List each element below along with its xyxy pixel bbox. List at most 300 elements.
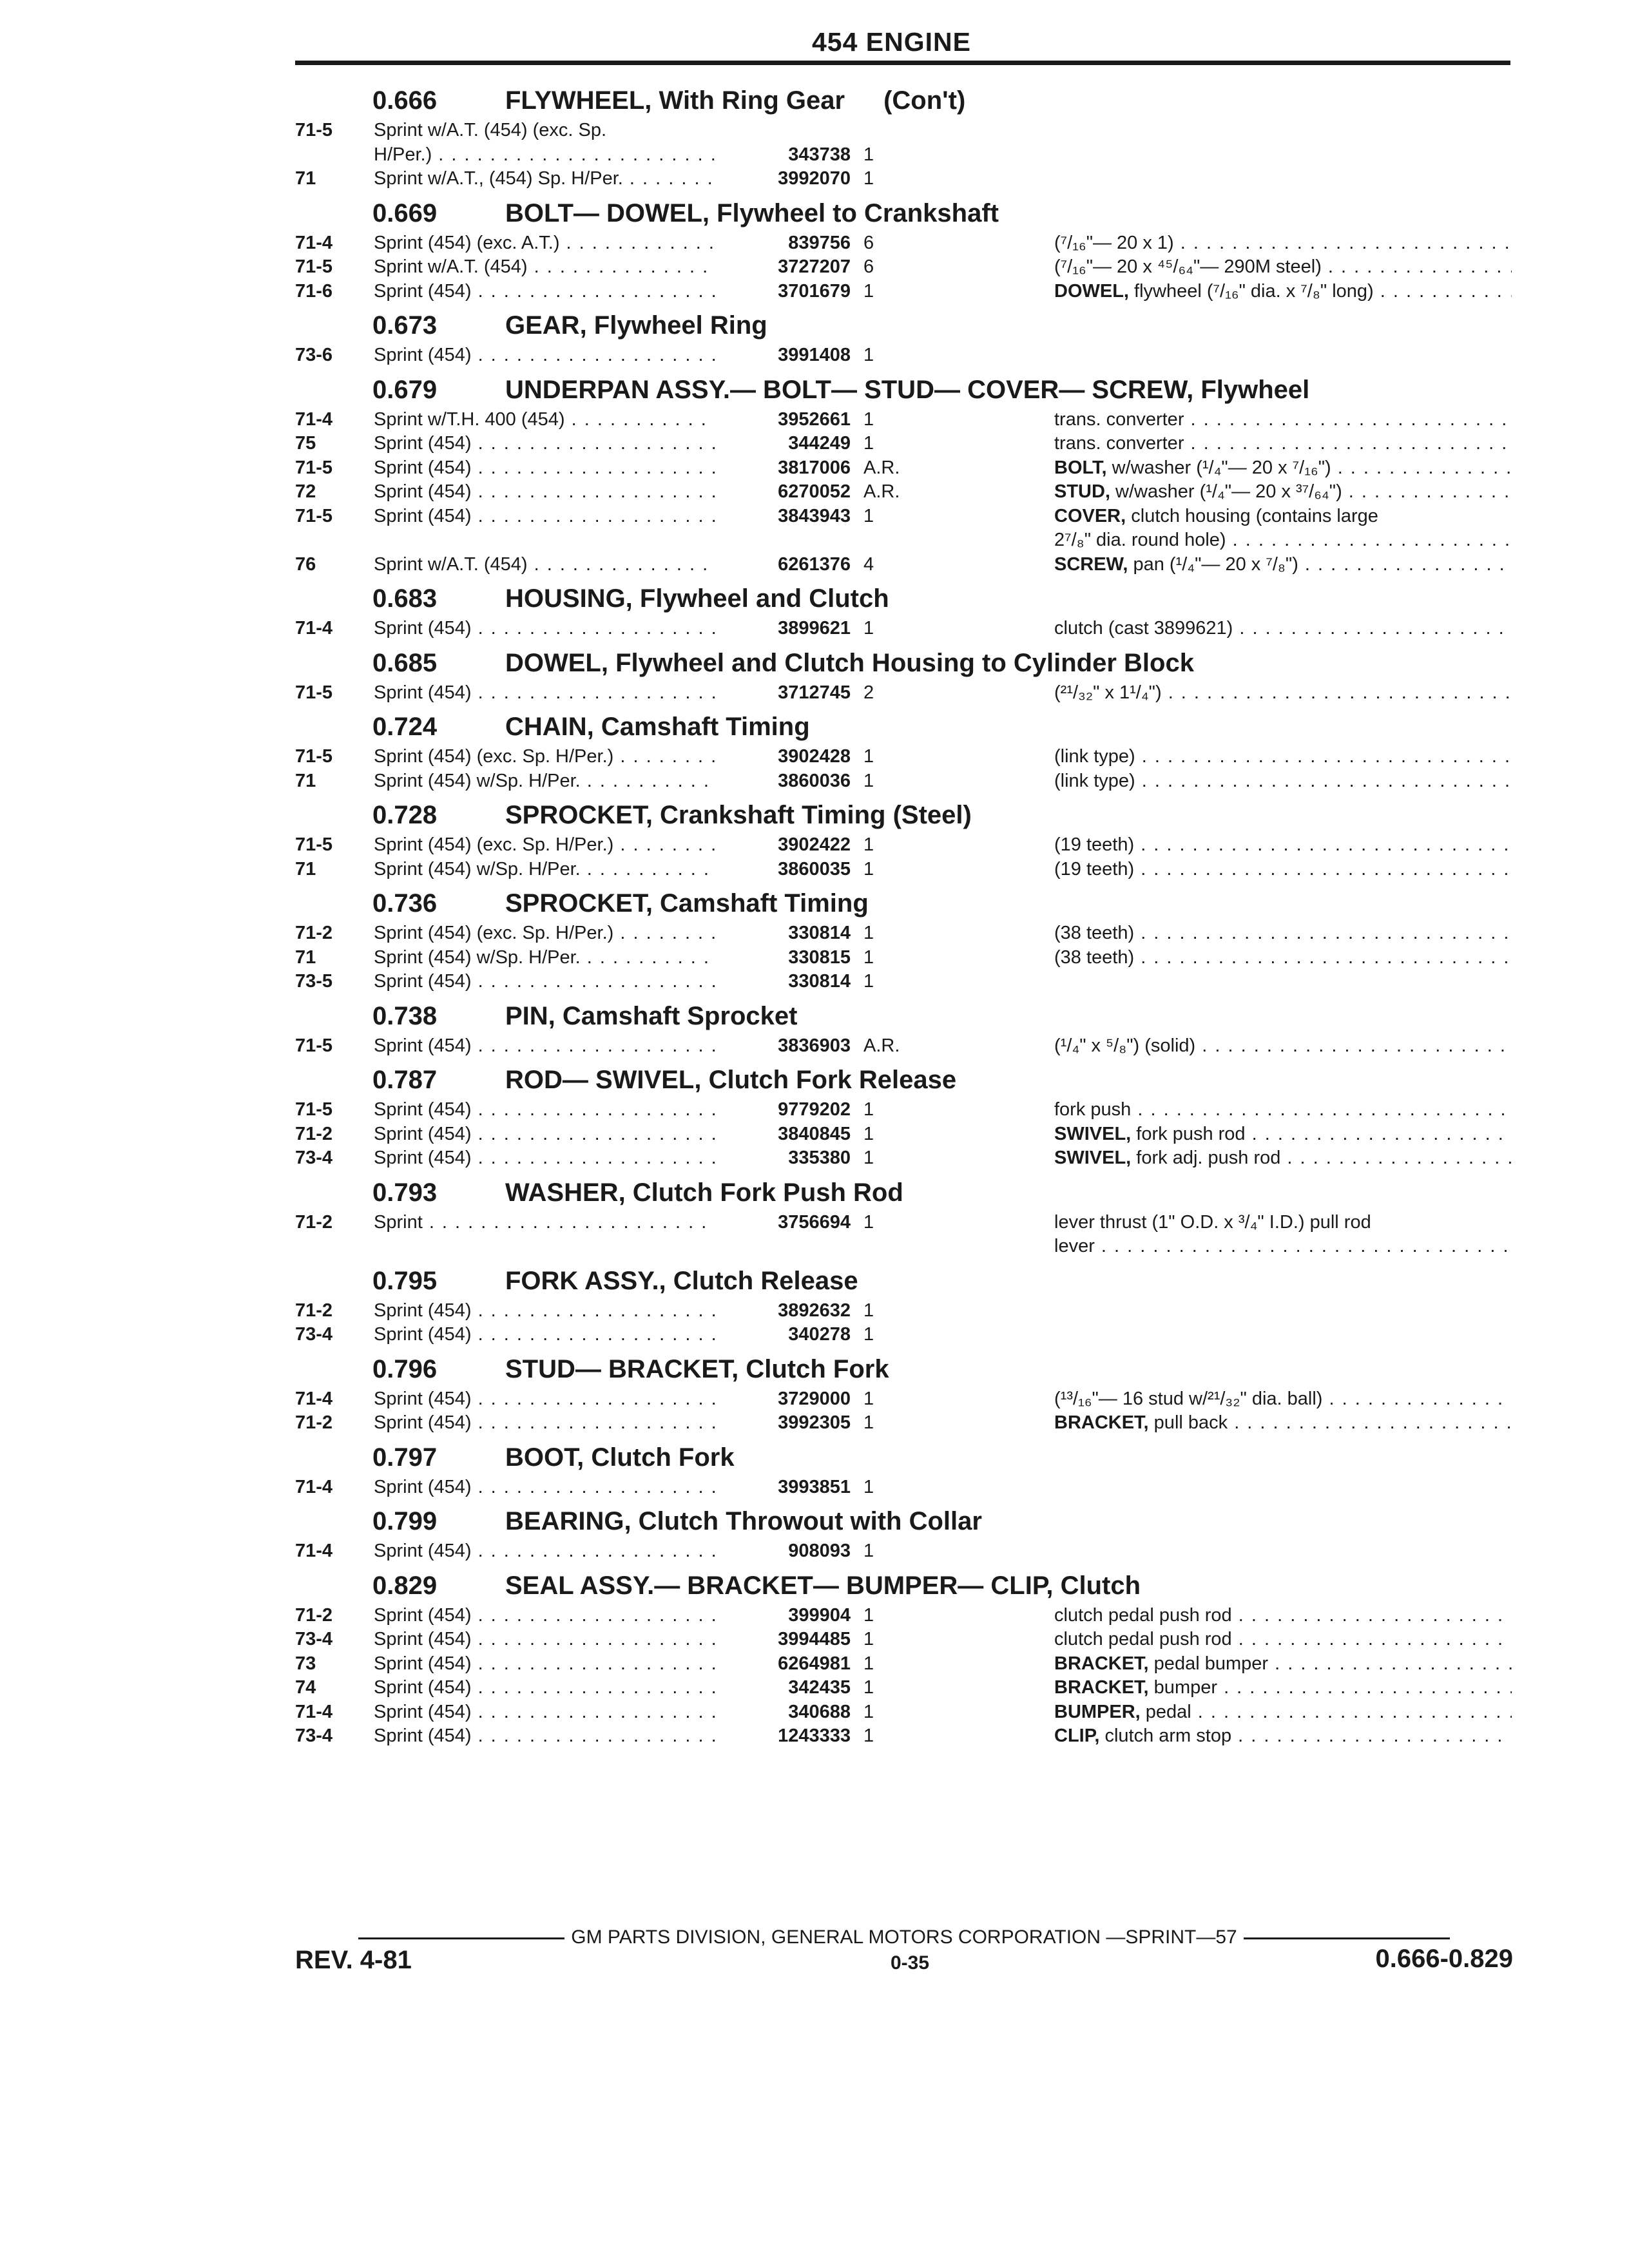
part-row: [0, 408, 1629, 432]
section-code: 0.728: [372, 801, 438, 829]
section-title-text: BEARING, Clutch Throwout with Collar: [505, 1507, 982, 1535]
revision-label: REV. 4-81: [295, 1946, 412, 1974]
section-code: 0.669: [372, 198, 438, 227]
part-description: H/Per.) . . .: [374, 143, 715, 168]
part-number: 3992070: [778, 168, 851, 189]
model-year: 71-4: [295, 618, 333, 639]
section-code: 0.829: [372, 1571, 438, 1600]
section-title-text: WASHER, Clutch Fork Push Rod: [505, 1178, 903, 1207]
section-title-text: UNDERPAN ASSY.— BOLT— STUD— COVER— SCREW, Flywheel: [505, 375, 1310, 404]
part-number: 6270052: [778, 481, 851, 502]
quantity: 4: [863, 553, 874, 575]
part-number: 330815: [788, 947, 851, 968]
section-title: [505, 376, 1309, 405]
section-title-text: SEAL ASSY.— BRACKET— BUMPER— CLIP, Clutch: [505, 1571, 1141, 1600]
part-description: Sprint (454) (exc. Sp. H/Per.) . . .: [374, 745, 715, 769]
section-heading: [0, 1443, 1629, 1475]
part-note: 2⁷/₈" dia. round hole) . . .: [1054, 528, 1512, 553]
model-year: 71-5: [295, 120, 333, 140]
model-year: 71-5: [295, 256, 333, 277]
part-description: Sprint w/A.T. (454) (exc. Sp.: [374, 120, 607, 140]
part-row: [0, 1098, 1629, 1122]
part-row: [0, 1235, 1629, 1259]
section-title-text: FLYWHEEL, With Ring Gear: [505, 86, 845, 115]
model-year: 71-5: [295, 746, 333, 767]
part-note: SWIVEL, fork push rod . . .: [1054, 1122, 1512, 1147]
part-row: [0, 970, 1629, 994]
section-code: 0.795: [372, 1266, 438, 1295]
model-year: 71-2: [295, 1604, 333, 1626]
part-row: [0, 1122, 1629, 1147]
section-code: 0.724: [372, 713, 438, 741]
part-row: [0, 1604, 1629, 1628]
model-year: 73-4: [295, 1324, 333, 1345]
quantity: A.R.: [863, 1035, 900, 1056]
part-number: 3756694: [778, 1211, 851, 1233]
part-row: [0, 769, 1629, 794]
part-description: Sprint (454) (exc. Sp. H/Per.) . . .: [374, 921, 715, 946]
part-description: Sprint (454) . . .: [374, 1628, 715, 1652]
part-row: [0, 143, 1629, 168]
model-year: 73-4: [295, 1629, 333, 1649]
part-row: [0, 1700, 1629, 1725]
part-number: 3992305: [778, 1412, 851, 1433]
section-heading: [0, 86, 1629, 119]
part-note: (38 teeth) . . .: [1054, 921, 1512, 946]
part-note: DOWEL, flywheel (⁷/₁₆" dia. x ⁷/₈" long) . . .: [1054, 280, 1512, 304]
model-year: 71-4: [295, 1476, 333, 1497]
quantity: 6: [863, 232, 874, 253]
part-number: 330814: [788, 971, 851, 992]
part-row: [0, 1387, 1629, 1412]
quantity: 1: [863, 1653, 874, 1674]
part-number: 343738: [788, 144, 851, 165]
section-title-text: BOLT— DOWEL, Flywheel to Crankshaft: [505, 198, 999, 227]
part-row: [0, 921, 1629, 946]
title-rule: [295, 61, 1510, 65]
section-heading: [0, 1002, 1629, 1034]
section-title-text: DOWEL, Flywheel and Clutch Housing to Cylinder Block: [505, 648, 1194, 677]
part-note: SWIVEL, fork adj. push rod . . .: [1054, 1146, 1512, 1171]
part-note: (⁷/₁₆"— 20 x 1) . . .: [1054, 231, 1512, 256]
quantity: 1: [863, 1324, 874, 1345]
quantity: 2: [863, 682, 874, 703]
part-description: Sprint (454) . . .: [374, 1724, 715, 1749]
part-number: 3952661: [778, 408, 851, 430]
model-year: 71-5: [295, 1035, 333, 1056]
part-note: BRACKET, pedal bumper . . .: [1054, 1652, 1512, 1677]
part-description: Sprint (454) . . .: [374, 1122, 715, 1147]
footer-line: [295, 1927, 1513, 1948]
model-year: 75: [295, 433, 316, 454]
part-description: Sprint (454) . . .: [374, 1299, 715, 1323]
section-title-text: ROD— SWIVEL, Clutch Fork Release: [505, 1066, 957, 1094]
part-row: [0, 231, 1629, 256]
section-title: [505, 1267, 858, 1296]
section-title: [505, 889, 869, 918]
part-description: Sprint (454) . . .: [374, 480, 715, 505]
footer-rule-right: [1244, 1937, 1450, 1939]
model-year: 71: [295, 770, 316, 791]
part-note: CLIP, clutch arm stop . . .: [1054, 1724, 1512, 1749]
part-number: 1243333: [778, 1725, 851, 1746]
section-continued: (Con't): [883, 86, 966, 115]
section-code: 0.787: [372, 1066, 438, 1094]
section-heading: [0, 584, 1629, 617]
page-range: 0.666-0.829: [1375, 1945, 1513, 1973]
part-row: [0, 480, 1629, 505]
quantity: 1: [863, 1629, 874, 1649]
part-number: 3899621: [778, 618, 851, 639]
part-note: (¹³/₁₆"— 16 stud w/²¹/₃₂" dia. ball) . . .: [1054, 1387, 1512, 1412]
part-note: fork push . . .: [1054, 1098, 1512, 1122]
part-number: 3892632: [778, 1300, 851, 1321]
part-row: [0, 432, 1629, 456]
part-row: [0, 858, 1629, 882]
part-number: 344249: [788, 433, 851, 454]
part-row: [0, 745, 1629, 769]
part-number: 3902422: [778, 834, 851, 855]
part-number: 3994485: [778, 1629, 851, 1649]
model-year: 71-4: [295, 1541, 333, 1561]
model-year: 71-5: [295, 834, 333, 855]
part-description: Sprint (454) w/Sp. H/Per. . . .: [374, 946, 715, 970]
note-keyword: BRACKET,: [1054, 1412, 1149, 1433]
note-keyword: BRACKET,: [1054, 1653, 1149, 1674]
part-row: [0, 833, 1629, 858]
quantity: 1: [863, 168, 874, 189]
note-keyword: SCREW,: [1054, 553, 1128, 575]
section-heading: [0, 311, 1629, 343]
note-keyword: SWIVEL,: [1054, 1148, 1132, 1168]
part-row: [0, 167, 1629, 191]
part-row: [0, 553, 1629, 577]
part-description: Sprint w/A.T. (454) . . .: [374, 553, 715, 577]
part-description: Sprint w/A.T., (454) Sp. H/Per. . . .: [374, 167, 715, 191]
part-description: Sprint (454) . . .: [374, 970, 715, 994]
part-row: [0, 255, 1629, 280]
part-note: trans. converter . . .: [1054, 432, 1512, 456]
quantity: 1: [863, 1604, 874, 1626]
part-number: 342435: [788, 1677, 851, 1698]
section-code: 0.679: [372, 375, 438, 404]
part-number: 3836903: [778, 1035, 851, 1056]
section-title: [505, 86, 965, 115]
quantity: 1: [863, 1541, 874, 1561]
section-code: 0.793: [372, 1178, 438, 1207]
part-description: Sprint (454) . . .: [374, 1676, 715, 1700]
quantity: 1: [863, 144, 874, 165]
section-title: [505, 1178, 903, 1207]
model-year: 71-2: [295, 1412, 333, 1433]
quantity: 1: [863, 1148, 874, 1168]
part-note: clutch pedal push rod . . .: [1054, 1604, 1512, 1628]
part-description: Sprint . . .: [374, 1211, 715, 1235]
part-note: (19 teeth) . . .: [1054, 858, 1512, 882]
part-row: [0, 1539, 1629, 1564]
part-number: 3991408: [778, 345, 851, 365]
part-description: Sprint (454) . . .: [374, 1034, 715, 1059]
section-code: 0.796: [372, 1354, 438, 1383]
part-row: [0, 119, 1629, 143]
quantity: A.R.: [863, 457, 900, 478]
part-row: [0, 528, 1629, 553]
model-year: 71-5: [295, 505, 333, 526]
quantity: 1: [863, 505, 874, 526]
part-note: BRACKET, pull back . . .: [1054, 1411, 1512, 1436]
part-number: 908093: [788, 1541, 851, 1561]
model-year: 73-6: [295, 345, 333, 365]
note-keyword: DOWEL,: [1054, 280, 1129, 302]
section-heading: [0, 1507, 1629, 1539]
part-number: 3701679: [778, 280, 851, 302]
part-description: Sprint (454) . . .: [374, 1098, 715, 1122]
section-code: 0.799: [372, 1507, 438, 1535]
section-heading: [0, 1267, 1629, 1299]
model-year: 71: [295, 168, 316, 189]
quantity: 1: [863, 971, 874, 992]
model-year: 74: [295, 1677, 316, 1698]
section-code: 0.738: [372, 1001, 438, 1030]
part-row: [0, 456, 1629, 481]
note-keyword: STUD,: [1054, 481, 1110, 502]
part-description: Sprint (454) . . .: [374, 1700, 715, 1725]
part-row: [0, 1411, 1629, 1436]
section-title-text: STUD— BRACKET, Clutch Fork: [505, 1354, 889, 1383]
note-keyword: SWIVEL,: [1054, 1123, 1132, 1144]
part-note: (19 teeth) . . .: [1054, 833, 1512, 858]
part-note: BUMPER, pedal . . .: [1054, 1700, 1512, 1725]
page-number: 0-35: [891, 1952, 930, 1974]
parts-list: [0, 79, 1629, 1749]
quantity: 1: [863, 433, 874, 454]
part-number: 340278: [788, 1324, 851, 1345]
part-number: 3727207: [778, 256, 851, 277]
part-row: [0, 280, 1629, 304]
section-code: 0.797: [372, 1443, 438, 1472]
part-note: (38 teeth) . . .: [1054, 946, 1512, 970]
model-year: 71-6: [295, 280, 333, 302]
model-year: 71-5: [295, 457, 333, 478]
quantity: 1: [863, 1725, 874, 1746]
section-heading: [0, 889, 1629, 921]
note-keyword: BRACKET,: [1054, 1677, 1149, 1698]
part-row: [0, 1652, 1629, 1677]
section-title: [505, 199, 999, 228]
quantity: 1: [863, 1412, 874, 1433]
quantity: 1: [863, 947, 874, 968]
quantity: 1: [863, 858, 874, 879]
part-number: 9779202: [778, 1099, 851, 1120]
part-row: [0, 343, 1629, 368]
part-row: [0, 1146, 1629, 1171]
quantity: 1: [863, 746, 874, 767]
model-year: 71-5: [295, 1099, 333, 1120]
part-row: [0, 1034, 1629, 1059]
part-note: clutch (cast 3899621) . . .: [1054, 617, 1512, 641]
quantity: 1: [863, 1300, 874, 1321]
model-year: 71-4: [295, 408, 333, 430]
part-description: Sprint (454) . . .: [374, 343, 715, 368]
part-description: Sprint (454) . . .: [374, 456, 715, 481]
part-description: Sprint (454) . . .: [374, 1411, 715, 1436]
part-note: SCREW, pan (¹/₄"— 20 x ⁷/₈") . . .: [1054, 553, 1512, 577]
quantity: 1: [863, 1123, 874, 1144]
section-code: 0.673: [372, 311, 438, 340]
note-keyword: BUMPER,: [1054, 1701, 1141, 1722]
quantity: 1: [863, 345, 874, 365]
section-code: 0.683: [372, 584, 438, 613]
part-description: Sprint w/A.T. (454) . . .: [374, 255, 715, 280]
part-description: Sprint (454) w/Sp. H/Per. . . .: [374, 769, 715, 794]
model-year: 71-4: [295, 232, 333, 253]
quantity: 1: [863, 280, 874, 302]
model-year: 76: [295, 553, 316, 575]
model-year: 71-2: [295, 1300, 333, 1321]
model-year: 71-5: [295, 682, 333, 703]
part-note: BRACKET, bumper . . .: [1054, 1676, 1512, 1700]
part-row: [0, 505, 1629, 529]
part-number: 3840845: [778, 1123, 851, 1144]
section-title: [505, 1443, 735, 1472]
section-title: [505, 649, 1194, 678]
section-title-text: SPROCKET, Crankshaft Timing (Steel): [505, 801, 972, 829]
section-heading: [0, 199, 1629, 231]
model-year: 71-2: [295, 923, 333, 943]
part-description: Sprint (454) . . .: [374, 1146, 715, 1171]
part-number: 3993851: [778, 1476, 851, 1497]
part-row: [0, 1299, 1629, 1323]
section-title: [505, 801, 972, 830]
part-row: [0, 1211, 1629, 1235]
part-description: Sprint (454) . . .: [374, 681, 715, 706]
part-description: Sprint (454) . . .: [374, 1323, 715, 1347]
section-title: [505, 1002, 797, 1031]
quantity: 1: [863, 408, 874, 430]
page-title: 454 ENGINE: [812, 27, 971, 57]
note-keyword: CLIP,: [1054, 1725, 1100, 1746]
part-number: 3860036: [778, 770, 851, 791]
part-description: Sprint (454) w/Sp. H/Per. . . .: [374, 858, 715, 882]
part-note: (link type) . . .: [1054, 769, 1512, 794]
model-year: 73: [295, 1653, 316, 1674]
section-heading: [0, 649, 1629, 681]
part-row: [0, 1676, 1629, 1700]
quantity: 1: [863, 923, 874, 943]
part-number: 3712745: [778, 682, 851, 703]
part-description: Sprint (454) . . .: [374, 1539, 715, 1564]
part-description: Sprint (454) . . .: [374, 1387, 715, 1412]
section-heading: [0, 1355, 1629, 1387]
part-description: Sprint (454) (exc. Sp. H/Per.) . . .: [374, 833, 715, 858]
part-number: 3843943: [778, 505, 851, 526]
part-note: BOLT, w/washer (¹/₄"— 20 x ⁷/₁₆") . . .: [1054, 456, 1512, 481]
section-code: 0.685: [372, 648, 438, 677]
note-keyword: COVER,: [1054, 505, 1126, 526]
part-description: Sprint (454) . . .: [374, 505, 715, 529]
part-description: Sprint (454) . . .: [374, 280, 715, 304]
section-title: [505, 1571, 1141, 1600]
part-number: 3902428: [778, 746, 851, 767]
section-heading: [0, 1571, 1629, 1604]
part-description: Sprint (454) . . .: [374, 1475, 715, 1500]
section-title: [505, 584, 889, 613]
section-title: [505, 311, 767, 340]
part-note: COVER, clutch housing (contains large: [1054, 505, 1378, 526]
part-note: trans. converter . . .: [1054, 408, 1512, 432]
part-note: (⁷/₁₆"— 20 x ⁴⁵/₆₄"— 290M steel) . . .: [1054, 255, 1512, 280]
quantity: 1: [863, 1476, 874, 1497]
part-number: 399904: [788, 1604, 851, 1626]
quantity: 1: [863, 1388, 874, 1409]
quantity: 1: [863, 834, 874, 855]
quantity: 1: [863, 1677, 874, 1698]
part-number: 3860035: [778, 858, 851, 879]
model-year: 71: [295, 947, 316, 968]
section-heading: [0, 801, 1629, 833]
quantity: 1: [863, 770, 874, 791]
part-description: Sprint (454) . . .: [374, 1652, 715, 1677]
model-year: 71-4: [295, 1388, 333, 1409]
part-number: 6264981: [778, 1653, 851, 1674]
quantity: A.R.: [863, 481, 900, 502]
part-row: [0, 681, 1629, 706]
model-year: 71-2: [295, 1123, 333, 1144]
part-note: lever . . .: [1054, 1235, 1512, 1259]
quantity: 1: [863, 1211, 874, 1233]
part-description: Sprint (454) (exc. A.T.) . . .: [374, 231, 715, 256]
quantity: 1: [863, 1099, 874, 1120]
part-description: Sprint (454) . . .: [374, 1604, 715, 1628]
quantity: 1: [863, 1701, 874, 1722]
part-description: Sprint w/T.H. 400 (454) . . .: [374, 408, 715, 432]
section-code: 0.736: [372, 889, 438, 918]
footer-text: GM PARTS DIVISION, GENERAL MOTORS CORPORATION —SPRINT—57: [571, 1927, 1237, 1948]
model-year: 71-4: [295, 1701, 333, 1722]
section-title-text: HOUSING, Flywheel and Clutch: [505, 584, 889, 613]
part-description: Sprint (454) . . .: [374, 432, 715, 456]
section-title-text: GEAR, Flywheel Ring: [505, 311, 767, 340]
model-year: 71-2: [295, 1211, 333, 1233]
part-row: [0, 1475, 1629, 1500]
model-year: 73-4: [295, 1148, 333, 1168]
part-note: clutch pedal push rod . . .: [1054, 1628, 1512, 1652]
quantity: 1: [863, 618, 874, 639]
part-note: (link type) . . .: [1054, 745, 1512, 769]
part-number: 6261376: [778, 553, 851, 575]
model-year: 73-4: [295, 1725, 333, 1746]
section-title-text: CHAIN, Camshaft Timing: [505, 713, 810, 741]
section-title: [505, 1066, 956, 1095]
section-title: [505, 713, 810, 742]
note-keyword: BOLT,: [1054, 457, 1107, 478]
part-note: (¹/₄" x ⁵/₈") (solid) . . .: [1054, 1034, 1512, 1059]
part-row: [0, 617, 1629, 641]
part-row: [0, 946, 1629, 970]
part-note: (²¹/₃₂" x 1¹/₄") . . .: [1054, 681, 1512, 706]
part-note: STUD, w/washer (¹/₄"— 20 x ³⁷/₆₄") . . .: [1054, 480, 1512, 505]
part-number: 340688: [788, 1701, 851, 1722]
part-number: 3817006: [778, 457, 851, 478]
part-number: 335380: [788, 1148, 851, 1168]
footer-rule-left: [358, 1937, 564, 1939]
quantity: 6: [863, 256, 874, 277]
section-title: [505, 1355, 889, 1384]
section-heading: [0, 376, 1629, 408]
section-title-text: FORK ASSY., Clutch Release: [505, 1266, 858, 1295]
section-heading: [0, 1178, 1629, 1211]
part-note: lever thrust (1" O.D. x ³/₄" I.D.) pull rod: [1054, 1211, 1371, 1233]
